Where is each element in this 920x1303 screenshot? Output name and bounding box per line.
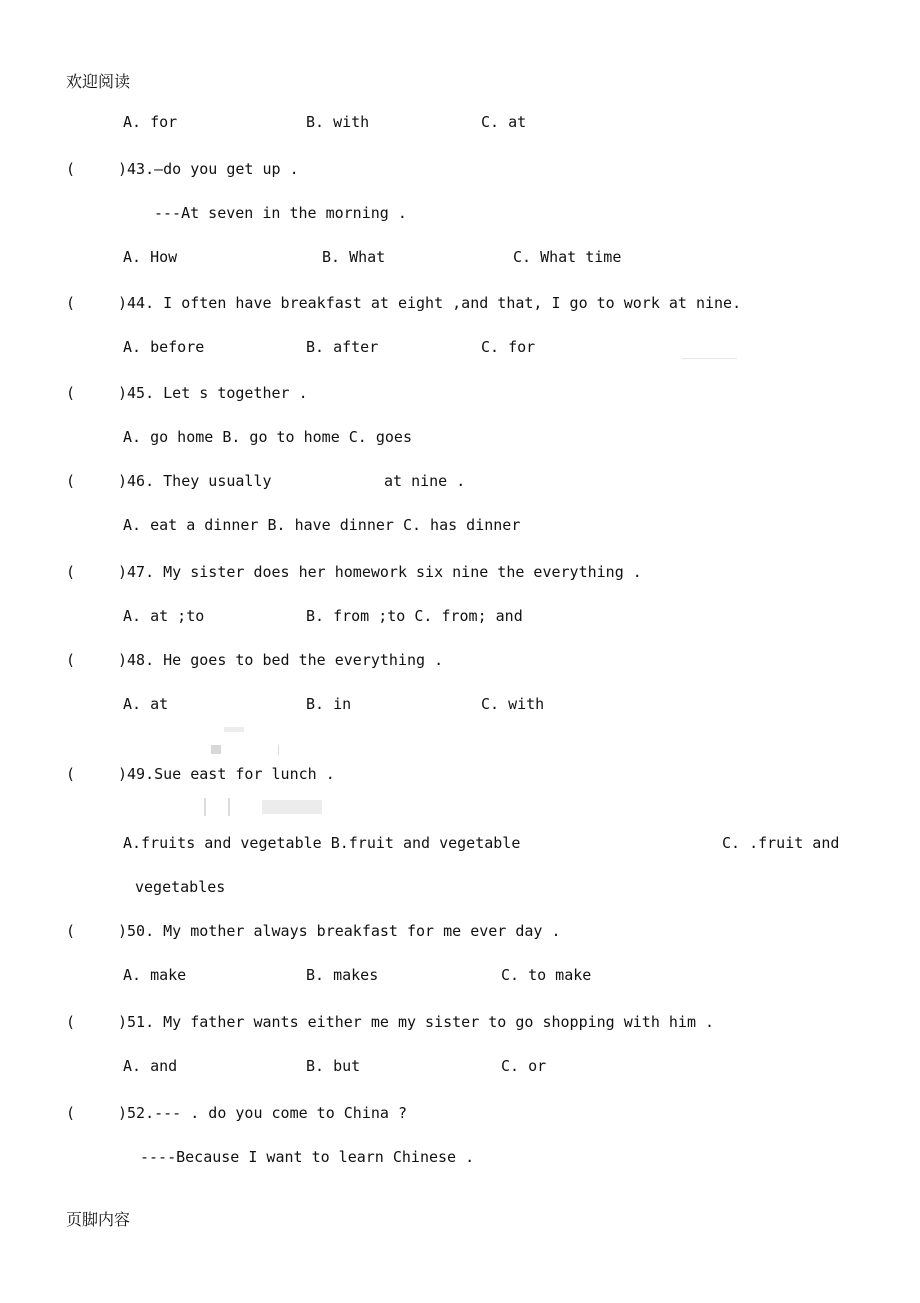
q48-option-b: B. in xyxy=(306,695,352,713)
question-46-tail: at nine . xyxy=(384,472,466,490)
question-47: )47. My sister does her homework six nine the everything . xyxy=(118,563,642,581)
q51-option-a: A. and xyxy=(123,1057,178,1075)
scan-mark xyxy=(278,745,279,755)
scan-mark xyxy=(228,798,230,816)
q47-option-a: A. at ;to xyxy=(123,607,205,625)
answer-paren: ( xyxy=(66,563,76,581)
answer-paren: ( xyxy=(66,765,76,783)
scan-mark xyxy=(682,358,737,359)
page-header: 欢迎阅读 xyxy=(66,72,131,91)
scan-mark xyxy=(211,745,221,754)
question-52-response: ----Because I want to learn Chinese . xyxy=(140,1148,475,1166)
question-45: )45. Let s together . xyxy=(118,384,308,402)
q50-option-b: B. makes xyxy=(306,966,379,984)
q43-option-c: C. What time xyxy=(513,248,622,266)
q43-option-a: A. How xyxy=(123,248,178,266)
q43-option-b: B. What xyxy=(322,248,386,266)
prev-option-a: A. for xyxy=(123,113,178,131)
scan-mark xyxy=(204,798,206,816)
question-46: )46. They usually xyxy=(118,472,272,490)
question-43: )43.—do you get up . xyxy=(118,160,299,178)
q51-option-c: C. or xyxy=(501,1057,547,1075)
q44-option-c: C. for xyxy=(481,338,536,356)
question-52: )52.--- . do you come to China ? xyxy=(118,1104,407,1122)
question-44: )44. I often have breakfast at eight ,and that, I go to work at nine. xyxy=(118,294,742,312)
answer-paren: ( xyxy=(66,1013,76,1031)
q46-options: A. eat a dinner B. have dinner C. has dinner xyxy=(123,516,521,534)
q44-option-a: A. before xyxy=(123,338,205,356)
q49-option-c: C. .fruit and xyxy=(722,834,840,852)
question-48: )48. He goes to bed the everything . xyxy=(118,651,444,669)
answer-paren: ( xyxy=(66,384,76,402)
prev-option-c: C. at xyxy=(481,113,527,131)
page-footer: 页脚内容 xyxy=(66,1210,131,1229)
q49-options: A.fruits and vegetable B.fruit and vegetable xyxy=(123,834,521,852)
question-43-response: ---At seven in the morning . xyxy=(154,204,407,222)
answer-paren: ( xyxy=(66,160,76,178)
q50-option-a: A. make xyxy=(123,966,187,984)
scan-mark xyxy=(224,727,244,732)
q44-option-b: B. after xyxy=(306,338,379,356)
prev-option-b: B. with xyxy=(306,113,370,131)
q48-option-a: A. at xyxy=(123,695,169,713)
question-50: )50. My mother always breakfast for me ever day . xyxy=(118,922,561,940)
q45-options: A. go home B. go to home C. goes xyxy=(123,428,412,446)
scan-mark xyxy=(262,800,322,814)
q49-option-c-wrap: vegetables xyxy=(135,878,226,896)
answer-paren: ( xyxy=(66,922,76,940)
answer-paren: ( xyxy=(66,651,76,669)
q51-option-b: B. but xyxy=(306,1057,361,1075)
answer-paren: ( xyxy=(66,472,76,490)
q48-option-c: C. with xyxy=(481,695,545,713)
q50-option-c: C. to make xyxy=(501,966,592,984)
answer-paren: ( xyxy=(66,1104,76,1122)
q47-option-b: B. from ;to C. from; and xyxy=(306,607,523,625)
answer-paren: ( xyxy=(66,294,76,312)
question-49: )49.Sue east for lunch . xyxy=(118,765,335,783)
question-51: )51. My father wants either me my sister to go shopping with him . xyxy=(118,1013,715,1031)
